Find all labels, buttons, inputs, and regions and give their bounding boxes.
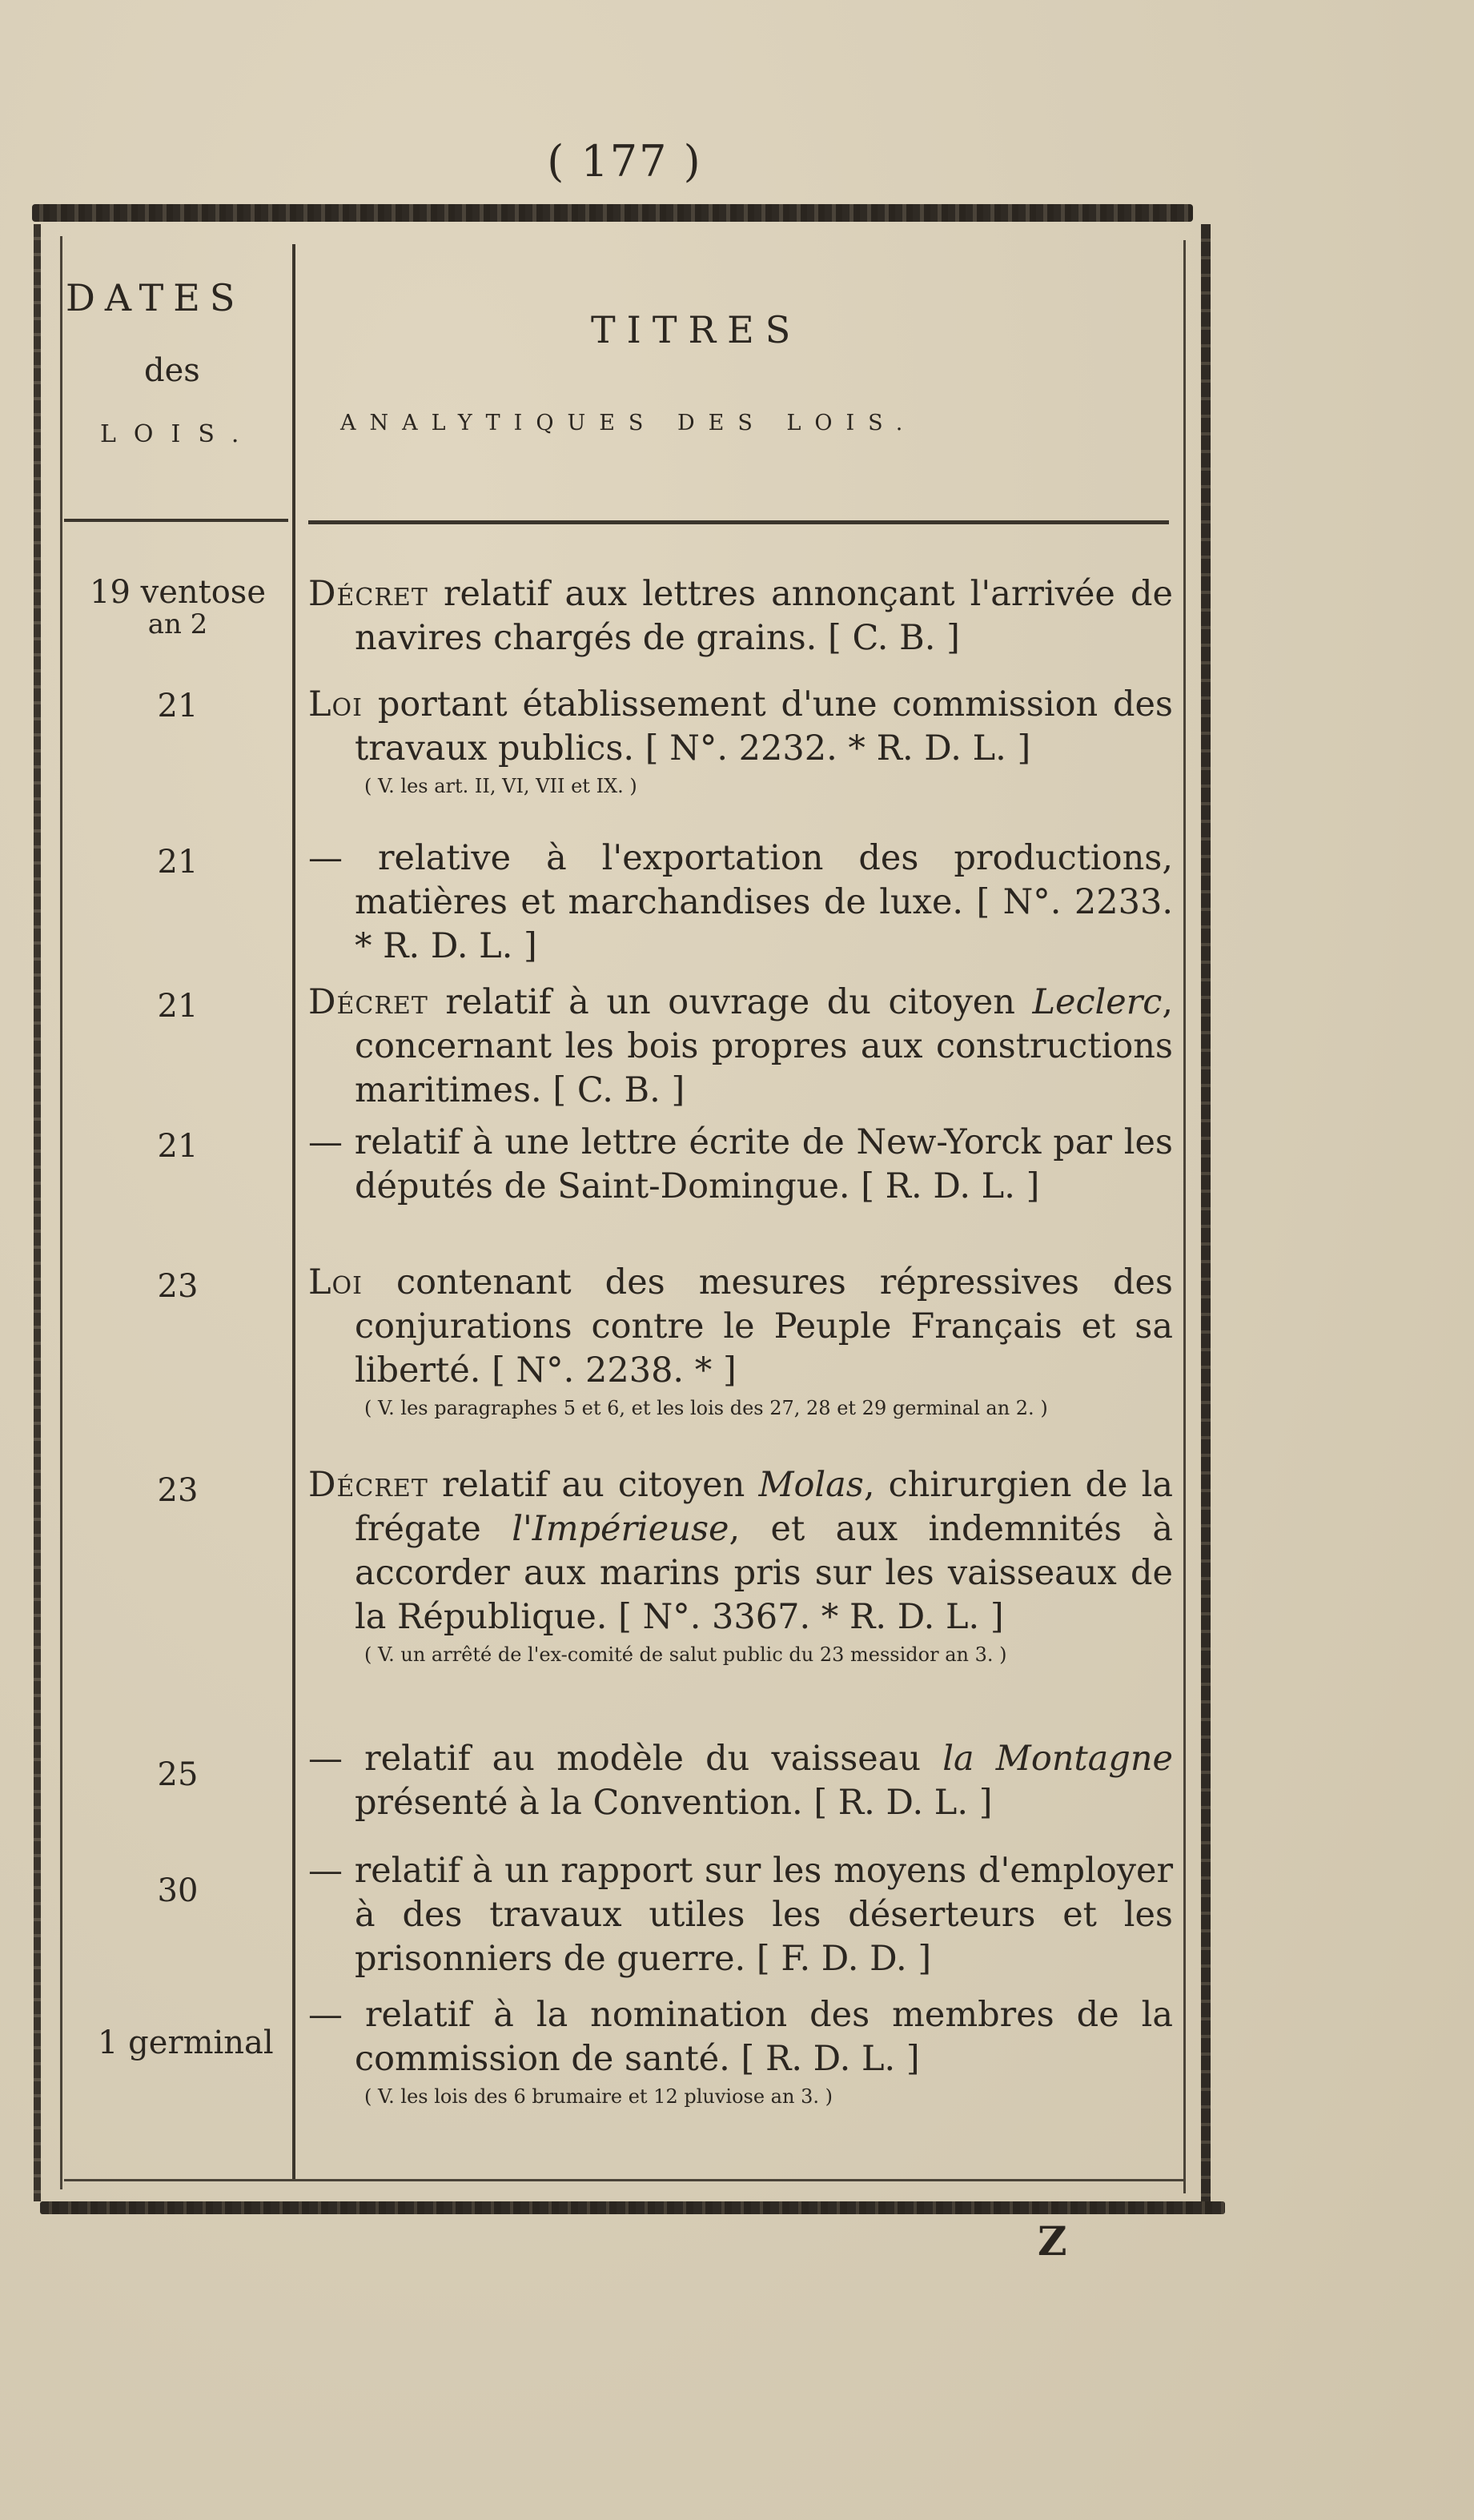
entry-text: — relatif à la nomination des membres de la commission de santé. [ R. D. L. ] bbox=[308, 1995, 1173, 2079]
frame-inner-left-line bbox=[60, 236, 62, 2189]
entry-date: 23 bbox=[157, 1472, 199, 1509]
entry-note: ( V. les lois des 6 brumaire et 12 pluviose an 3. ) bbox=[364, 2085, 833, 2108]
entry-text: — relative à l'exportation des productions, matières et marchandises de luxe. [ N°. 2233. * R. D. L. ] bbox=[308, 838, 1173, 966]
entry-note: ( V. les art. II, VI, VII et IX. ) bbox=[364, 775, 637, 797]
header-analytiques: ANALYTIQUES DES LOIS. bbox=[340, 411, 917, 435]
entry-text-middle: , chirurgien de la frégate bbox=[355, 1465, 1174, 1549]
entry-italic-ship: l'Impérieuse bbox=[512, 1509, 729, 1549]
entry bbox=[308, 1121, 1173, 1209]
entry-italic-ship: la Montagne bbox=[942, 1739, 1173, 1779]
frame-left-border bbox=[34, 224, 41, 2201]
entry-text: — relatif à un rapport sur les moyens d'employer à des travaux utiles les déserteurs et les prisonniers de guerre. [ F. D. D. ] bbox=[308, 1851, 1173, 1979]
entry-text: relatif au citoyen bbox=[441, 1465, 745, 1505]
entry-date-year: an 2 bbox=[147, 608, 208, 640]
entry-text: — relatif au modèle du vaisseau bbox=[308, 1739, 922, 1779]
frame-inner-right-line bbox=[1183, 240, 1186, 2193]
entry-note: ( V. un arrêté de l'ex-comité de salut public du 23 messidor an 3. ) bbox=[364, 1643, 1007, 1666]
header-rule-titles bbox=[308, 520, 1169, 524]
entry bbox=[308, 572, 1173, 660]
entry-text: relatif à un ouvrage du citoyen bbox=[445, 982, 1015, 1022]
entry-text-after: , et aux indemnités à accorder aux marins pris sur les vaisseaux de la République. [ N°. 3367. * R. D. L. ] bbox=[355, 1509, 1173, 1637]
signature-mark: Z bbox=[1038, 2217, 1067, 2265]
entry-date-day: 19 ventose bbox=[90, 574, 266, 611]
entry bbox=[308, 837, 1173, 969]
entry-text: — relatif à une lettre écrite de New-Yorck par les députés de Saint-Domingue. [ R. D. L. ] bbox=[308, 1122, 1173, 1206]
entry-date: 1 germinal bbox=[98, 2024, 274, 2061]
entry bbox=[308, 1261, 1173, 1419]
entry-date: 21 bbox=[157, 1128, 199, 1165]
entry-prefix: Loi bbox=[308, 684, 363, 724]
top-border-rule bbox=[32, 204, 1193, 222]
entry-date: 21 bbox=[157, 988, 199, 1025]
entry-note: ( V. les paragraphes 5 et 6, et les lois des 27, 28 et 29 germinal an 2. ) bbox=[364, 1397, 1048, 1419]
entry bbox=[308, 1849, 1173, 1981]
entry bbox=[308, 1993, 1173, 2108]
entry bbox=[308, 1463, 1173, 1666]
entry-date: 25 bbox=[157, 1756, 199, 1793]
column-divider bbox=[292, 244, 295, 2181]
entry-prefix: Décret bbox=[308, 574, 428, 614]
entry-prefix: Décret bbox=[308, 982, 428, 1022]
entry-date: 21 bbox=[157, 688, 199, 724]
entry-text-after: présenté à la Convention. [ R. D. L. ] bbox=[355, 1783, 993, 1823]
entry-date bbox=[66, 575, 290, 640]
entry bbox=[308, 1737, 1173, 1825]
entry bbox=[308, 683, 1173, 797]
entry-text: portant établissement d'une commission des travaux publics. [ N°. 2232. * R. D. L. ] bbox=[355, 684, 1174, 768]
entry-date: 21 bbox=[157, 844, 199, 881]
frame-right-border bbox=[1201, 224, 1211, 2201]
entry bbox=[308, 981, 1173, 1113]
entry-italic-name: Leclerc bbox=[1032, 982, 1163, 1022]
header-dates: DATES bbox=[66, 276, 245, 319]
inner-bottom-rule bbox=[64, 2179, 1185, 2181]
page-number: ( 177 ) bbox=[547, 136, 702, 187]
header-des: des bbox=[144, 352, 200, 389]
header-titres: TITRES bbox=[591, 308, 802, 351]
entry-prefix: Loi bbox=[308, 1262, 363, 1302]
entry-text: contenant des mesures répressives des conjurations contre le Peuple Français et sa liberté. [ N°. 2238. * ] bbox=[355, 1262, 1173, 1390]
header-lois: LOIS. bbox=[100, 420, 257, 448]
entry-text: relatif aux lettres annonçant l'arrivée de navires chargés de grains. [ C. B. ] bbox=[355, 574, 1174, 658]
entry-date: 30 bbox=[157, 1872, 199, 1909]
entry-prefix: Décret bbox=[308, 1465, 428, 1505]
header-rule-dates bbox=[64, 519, 288, 522]
entry-date: 23 bbox=[157, 1268, 199, 1305]
entry-italic-name: Molas bbox=[758, 1465, 864, 1505]
entry-text-after: , concernant les bois propres aux constructions maritimes. [ C. B. ] bbox=[355, 982, 1174, 1110]
bottom-border-rule bbox=[40, 2201, 1225, 2214]
